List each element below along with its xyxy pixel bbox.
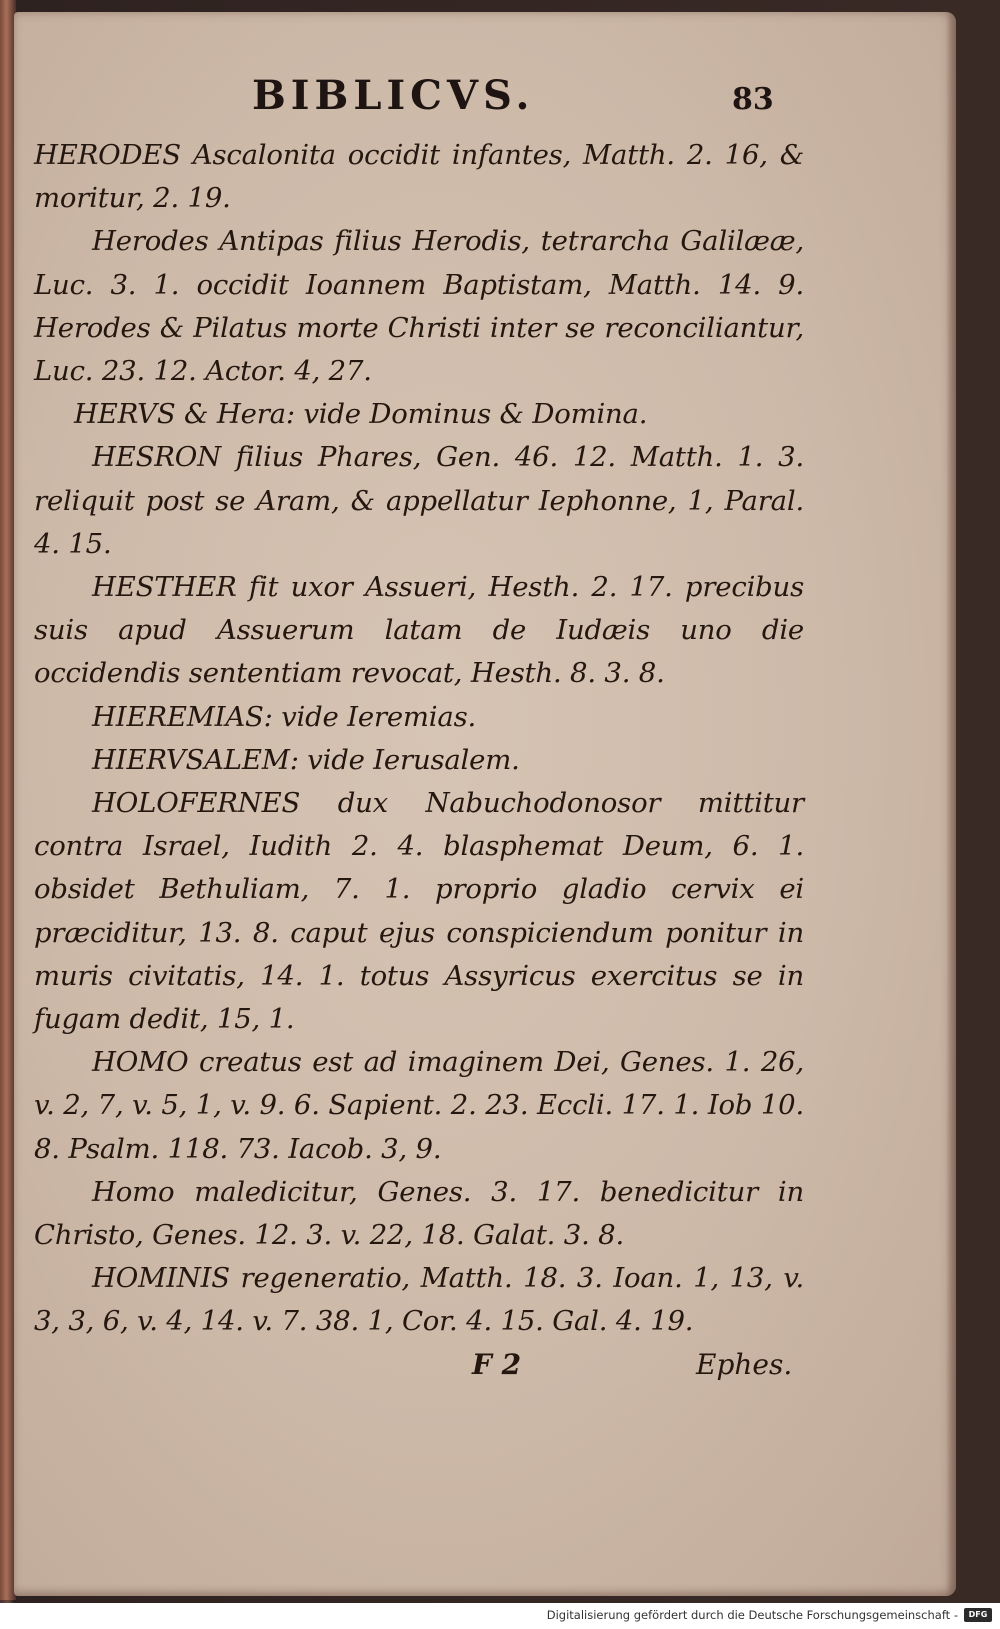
page-footer: [34, 1348, 804, 1396]
page-edge-shadow: [946, 12, 956, 1596]
index-entry-homo: HOMO creatus est ad imaginem Dei, Genes. 1. 26, v. 2, 7, v. 5, 1, v. 9. 6. Sapient. 2. 23. Eccli. 17. 1. Iob 10. 8. Psalm. 118. 73. Iacob. 3, 9.: [34, 1046, 804, 1165]
signature-mark: F 2: [472, 1347, 522, 1381]
index-entry-hieremias: HIEREMIAS: vide Ieremias.: [92, 700, 477, 733]
index-entry-herodes-antipas: Herodes Antipas filius Herodis, tetrarcha Galilææ, Luc. 3. 1. occidit Ioannem Baptistam, Matth. 14. 9. Herodes & Pilatus morte Christi inter se reconciliantur, Luc. 23. 12. Actor. 4, 27.: [34, 225, 804, 388]
index-entry-holofernes: HOLOFERNES dux Nabuchodonosor mittitur contra Israel, Iudith 2. 4. blasphemat Deum, 6. 1. obsidet Bethuliam, 7. 1. proprio gladio cervix ei præciditur, 13. 8. caput ejus conspiciendum ponitur in muris civitatis, 14. 1. totus Assyricus exercitus se in fugam dedit, 15, 1.: [34, 787, 804, 1036]
index-entry-herodes: HERODES Ascalonita occidit infantes, Matth. 2. 16, & moritur, 2. 19.: [34, 139, 804, 215]
page-text-block: [34, 72, 804, 1396]
running-head-title: BIBLICVS.: [252, 72, 535, 119]
dfg-logo-icon: DFG: [964, 1608, 992, 1622]
running-head: [34, 72, 804, 134]
folio-number: 83: [732, 82, 774, 117]
digitization-credit-bar: [0, 1603, 1000, 1629]
index-entry-hominis: HOMINIS regeneratio, Matth. 18. 3. Ioan. 1, 13, v. 3, 3, 6, v. 4, 14. v. 7. 38. 1, Cor. 4. 15. Gal. 4. 19.: [34, 1262, 804, 1338]
digitization-credit-text: Digitalisierung gefördert durch die Deutsche Forschungsgemeinschaft -: [546, 1608, 958, 1622]
index-entry-homo-maledicitur: Homo maledicitur, Genes. 3. 17. benedicitur in Christo, Genes. 12. 3. v. 22, 18. Galat. 3. 8.: [34, 1175, 804, 1252]
index-entry-hesron: HESRON filius Phares, Gen. 46. 12. Matth. 1. 3. reliquit post se Aram, & appellatur Iephonne, 1, Paral. 4. 15.: [34, 441, 804, 560]
catchword: Ephes.: [696, 1347, 793, 1381]
index-entry-hesther: HESTHER fit uxor Assueri, Hesth. 2. 17. precibus suis apud Assuerum latam de Iudæis uno die occidendis sententiam revocat, Hesth. 8. 3. 8.: [34, 571, 804, 690]
book-page: [14, 12, 956, 1596]
index-entry-hierusalem: HIERVSALEM: vide Ierusalem.: [92, 743, 520, 776]
index-entry-herus: HERVS & Hera: vide Dominus & Domina.: [74, 398, 648, 431]
